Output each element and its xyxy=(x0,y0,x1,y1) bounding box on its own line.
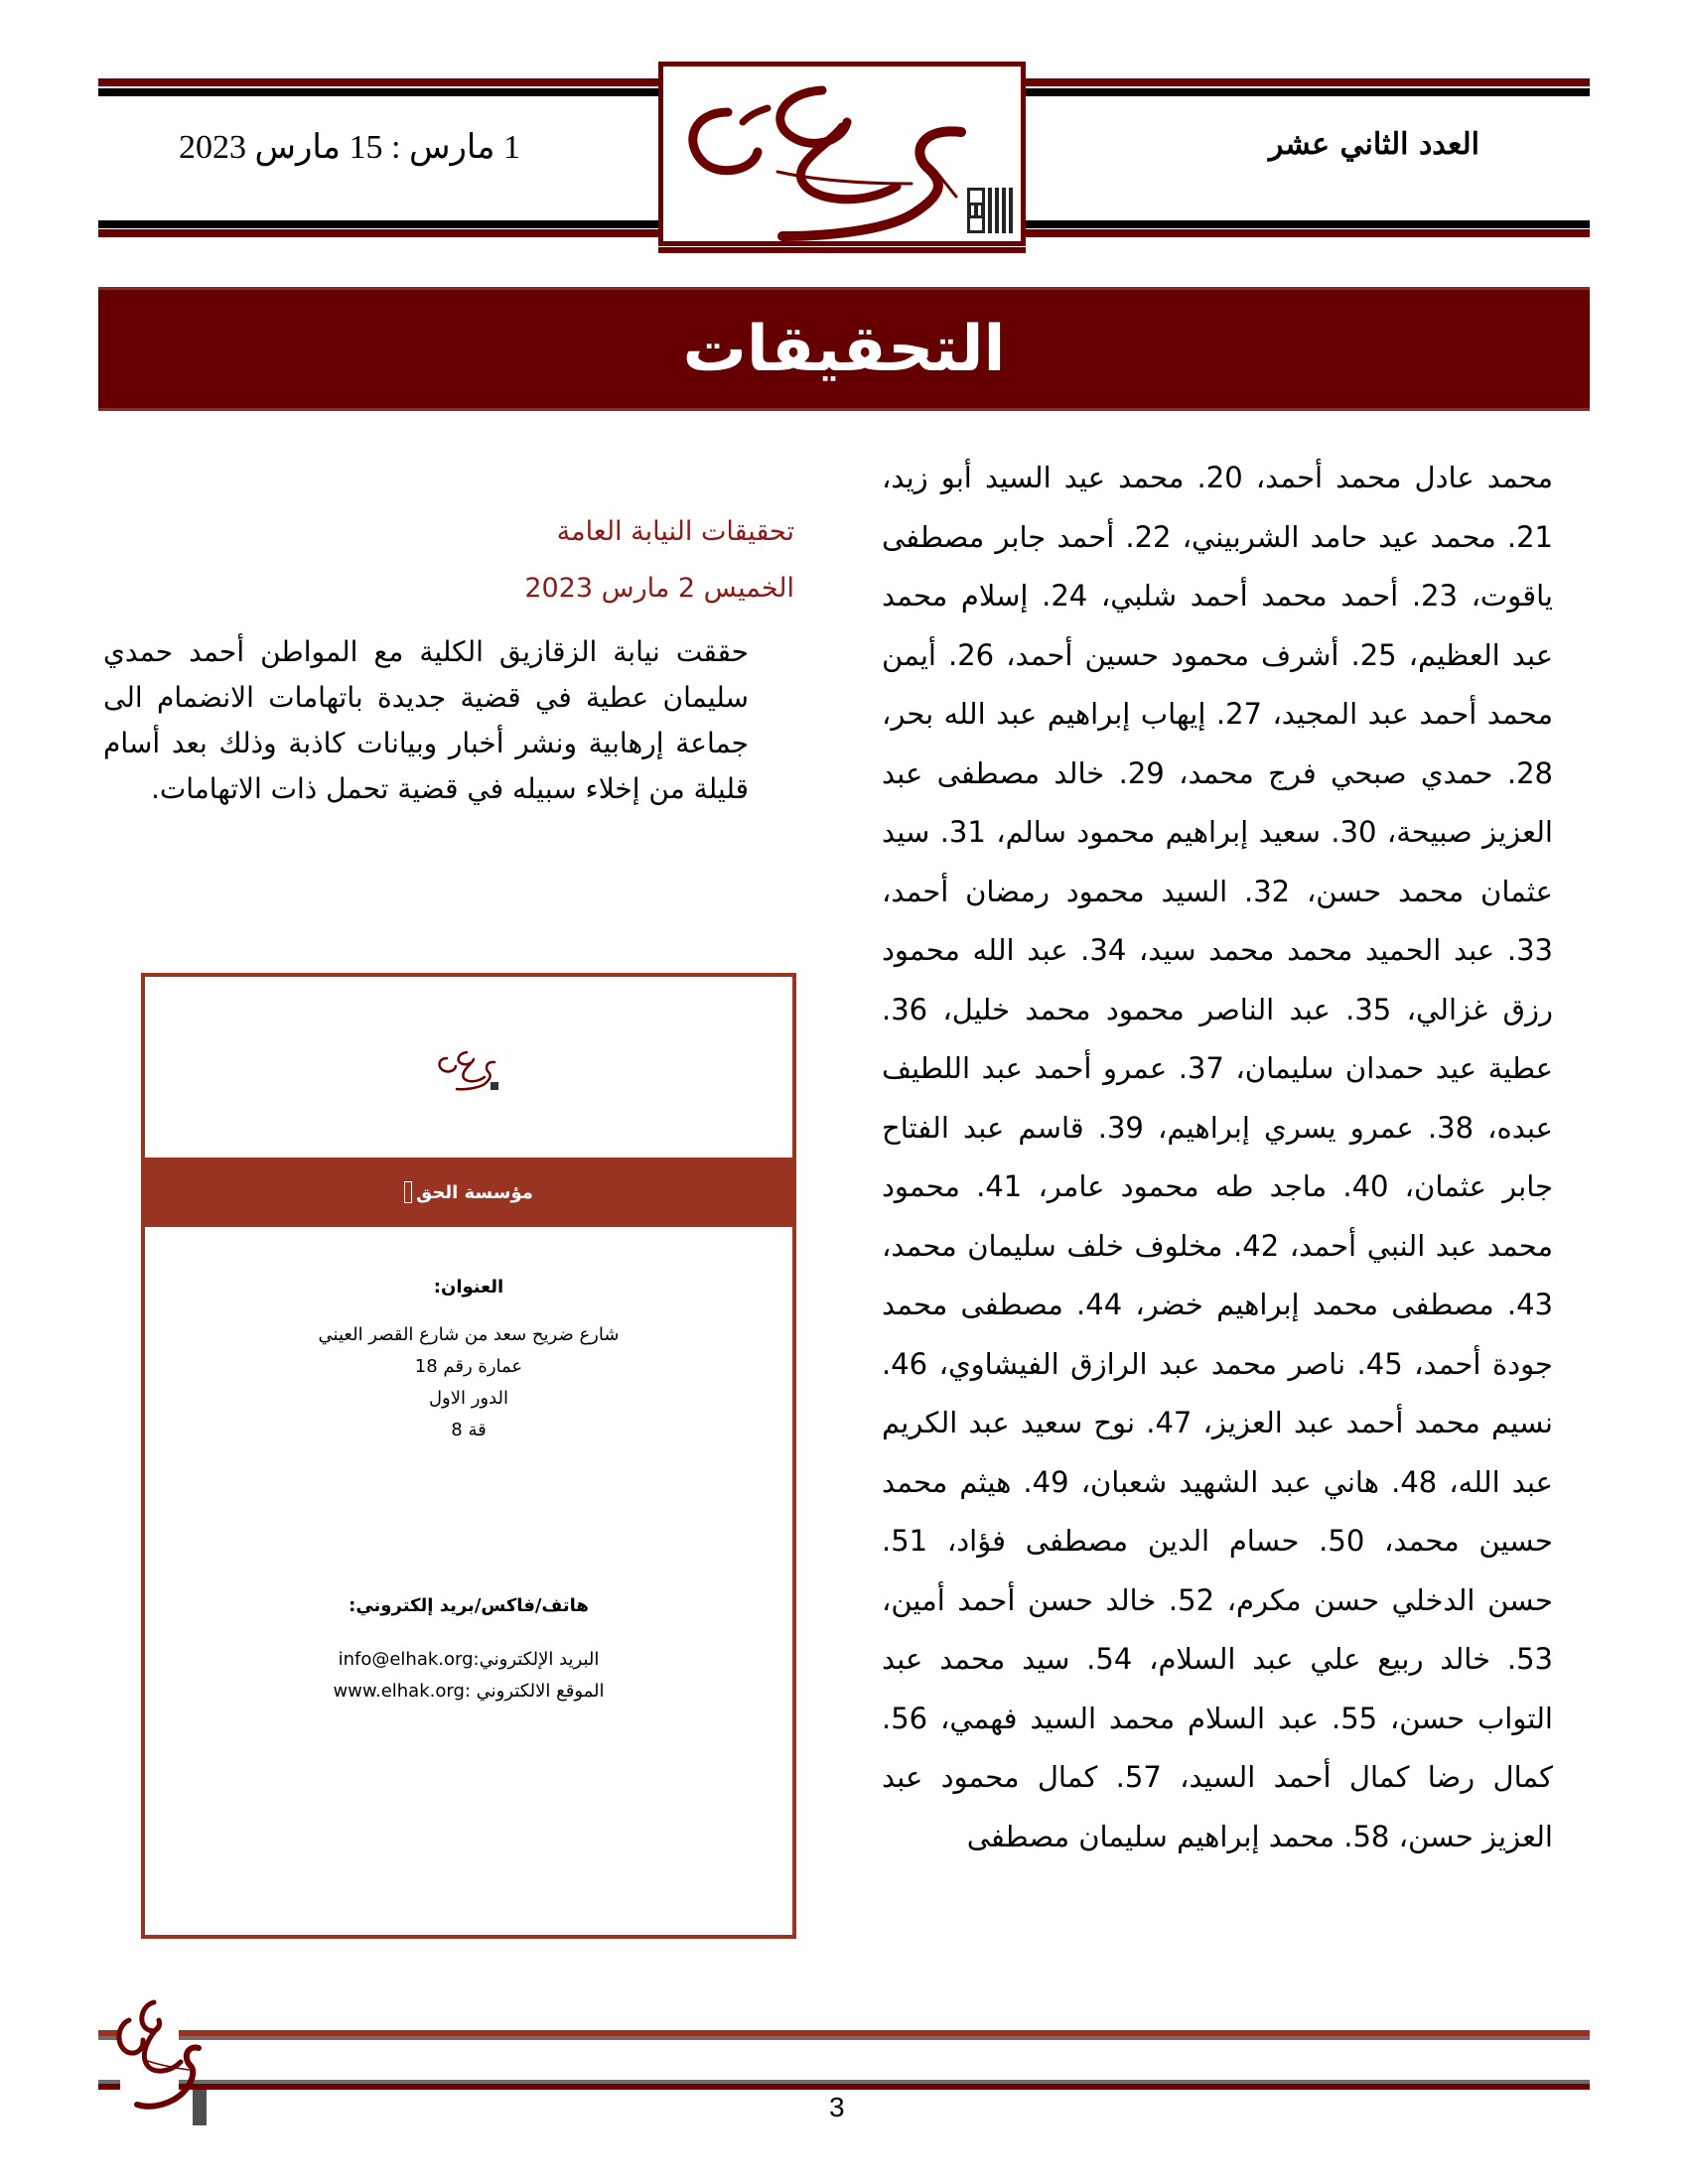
address-label: العنوان: xyxy=(433,1277,504,1297)
article-date: الخميس 2 مارس 2023 xyxy=(524,573,794,604)
page-number: 3 xyxy=(829,2092,845,2122)
org-name: مؤسسة الحق xyxy=(416,1181,533,1203)
masthead-logo xyxy=(658,62,1026,246)
address-line: قة 8 xyxy=(451,1420,487,1440)
address-line: الدور الاول xyxy=(428,1388,509,1409)
article-body: حققت نيابة الزقازيق الكلية مع المواطن أحمد حمدي سليمان عطية في قضية جديدة باتهامات الانضمام الى جماعة إرهابية ونشر أخبار وبيانات كاذبة وذلك بعد أسام قليلة من إخلاء سبيله في قضية تحمل ذات الاتهامات. xyxy=(103,635,749,805)
address-line: عمارة رقم 18 xyxy=(414,1356,523,1377)
article-heading: تحقيقات النيابة العامة xyxy=(556,516,794,547)
header-bottom-rule-maroon-right xyxy=(1023,229,1590,237)
section-title-band xyxy=(98,287,1590,411)
section-title: التحقيقات xyxy=(682,312,1006,386)
article xyxy=(99,506,794,812)
contact-card xyxy=(141,973,796,1939)
detainee-list-text: محمد عادل محمد أحمد، 20. محمد عيد السيد أبو زيد، 21. محمد عيد حامد الشربيني، 22. أحمد جابر مصطفى ياقوت، 23. أحمد محمد أحمد شلبي، 24. إسلام محمد عبد العظيم، 25. أشرف محمود حسين أحمد، 26. أيمن محمد أحمد عبد المجيد، 27. إيهاب إبراهيم عبد الله بحر، 28. حمدي صبحي فرج محمد، 29. خالد مصطفى عبد العزيز صبيحة، 30. سعيد إبراهيم محمود سالم، 31. سيد عثمان محمد حسن، 32. السيد محمود رمضان أحمد، 33. عبد الحميد محمد محمد سيد، 34. عبد الله محمود رزق غزالي، 35. عبد الناصر محمود محمد خليل، 36. عطية عيد حمدان سليمان، 37. عمرو أحمد عبد اللطيف عبده، 38. عمرو يسري إبراهيم، 39. قاسم عبد الفتاح جابر عثمان، 40. ماجد طه محمود عامر، 41. محمود محمد عبد النبي أحمد، 42. مخلوف خلف سليمان محمد، 43. مصطفى محمد إبراهيم خضر، 44. مصطفى محمد جودة أحمد، 45. ناصر محمد عبد الرازق الفيشاوي، 46. نسيم محمد أحمد عبد العزيز، 47. نوح سعيد عبد الكريم عبد الله، 48. هاني عبد الشهيد شعبان، 49. هيثم محمد حسين محمد، 50. حسام الدين مصطفى فؤاد، 51. حسن الدخلي حسن مكرم، 52. خالد حسن أحمد أمين، 53. خالد ربيع علي عبد السلام، 54. سيد محمد عبد التواب حسن، 55. عبد السلام محمد السيد فهمي، 56. كمال رضا كمال أحمد السيد، 57. كمال محمود عبد العزيز حسن، 58. محمد إبراهيم سليمان مصطفى xyxy=(882,461,1554,1853)
issue-number: العدد الثاني عشر xyxy=(1268,127,1479,162)
email-line[interactable]: البريد الإلكتروني:info@elhak.org xyxy=(338,1649,600,1670)
calligraphy-logo-icon xyxy=(673,72,991,241)
footer-qr-code-icon xyxy=(193,2090,207,2125)
header-bottom-rule-black-right xyxy=(1023,220,1590,228)
org-name-band xyxy=(141,1158,796,1227)
header-top-rule-maroon-right xyxy=(1023,78,1590,86)
header-bottom-rule-black-left xyxy=(98,220,660,228)
missing-glyph-icon xyxy=(404,1181,412,1203)
header-bottom-rule-maroon-left xyxy=(98,229,660,237)
logo-underbar xyxy=(658,247,1026,253)
header-top-rule-maroon-left xyxy=(98,78,660,86)
card-logo-icon xyxy=(433,1044,502,1094)
contact-label: هاتف/فاكس/بريد إلكتروني: xyxy=(349,1595,589,1616)
footer-rule-bottom xyxy=(179,2084,1590,2090)
qr-code-icon xyxy=(967,188,1013,233)
header-top-rule-black-right xyxy=(1023,88,1590,96)
issue-date: 1 مارس : 15 مارس 2023 xyxy=(179,129,520,166)
website-line[interactable]: الموقع الالكتروني :www.elhak.org xyxy=(333,1681,605,1702)
footer-rule-top-grey xyxy=(179,2036,1590,2040)
header-top-rule-black-left xyxy=(98,88,660,96)
footer-logo-icon xyxy=(109,1990,218,2129)
address-line: شارع ضريح سعد من شارع القصر العيني xyxy=(318,1324,620,1345)
